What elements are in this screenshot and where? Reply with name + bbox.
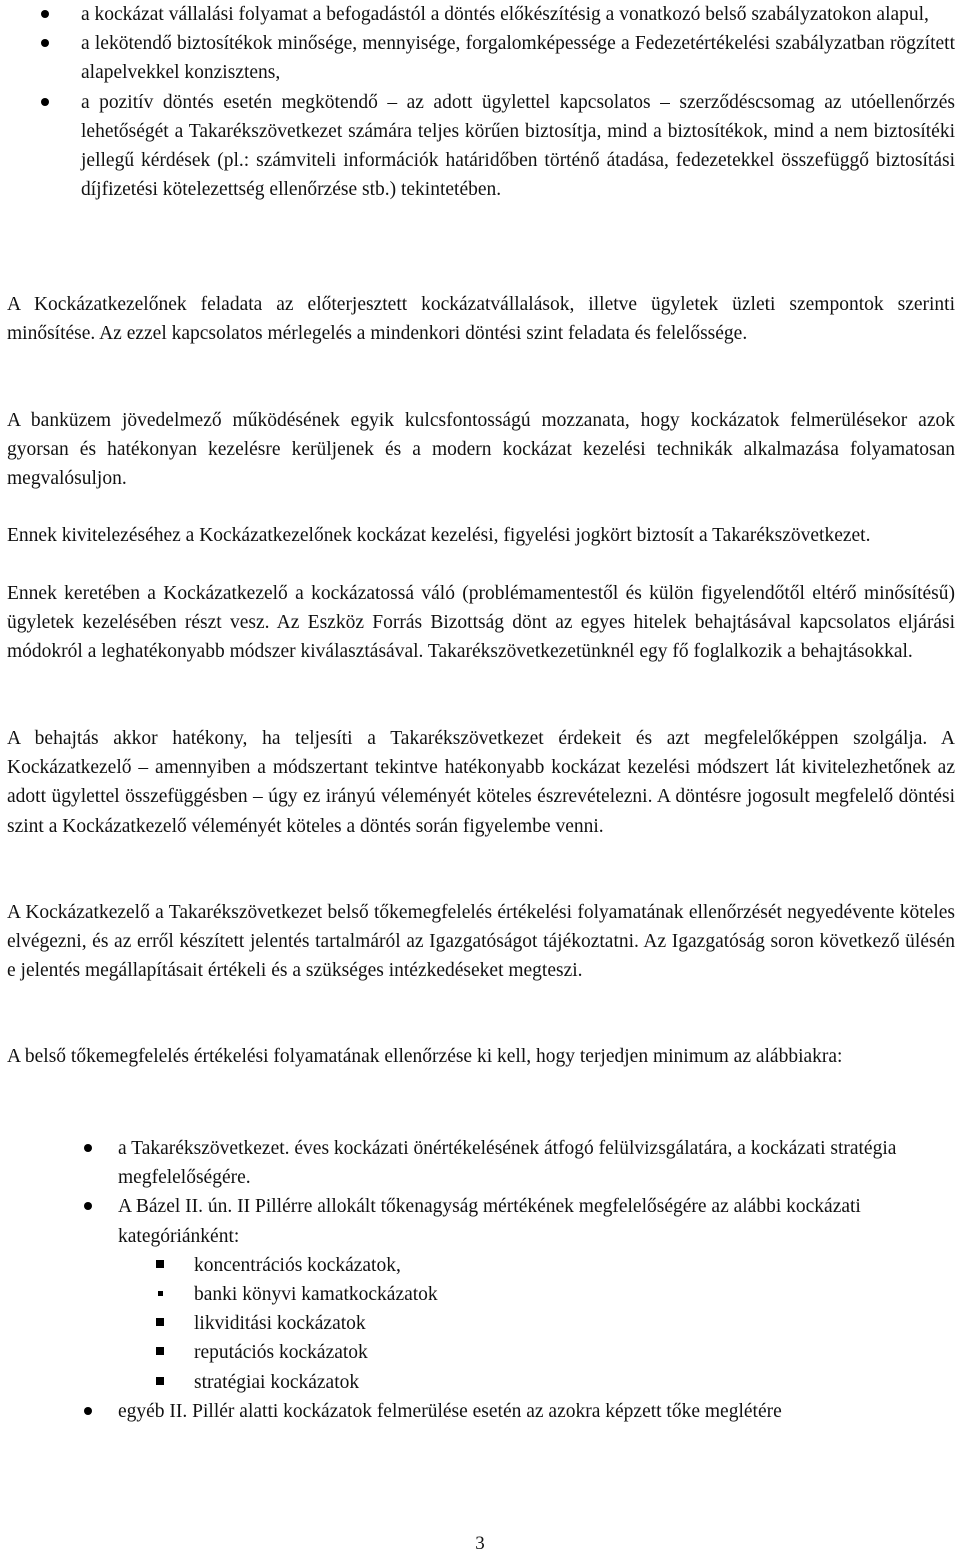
sub-list-item: koncentrációs kockázatok, xyxy=(118,1251,944,1280)
list-item: a lekötendő biztosítékok minősége, mennyisége, forgalomképessége a Fedezetértékelési szabályzatban rögzített alapelvekkel konzisztens, xyxy=(7,29,955,87)
paragraph: A Kockázatkezelőnek feladata az előterjesztett kockázatvállalások, illetve ügyletek üzleti szempontok szerinti minősítése. Az ezzel kapcsolatos mérlegelés a mindenkori döntési szint feladata és felelőssége. xyxy=(7,294,955,345)
top-bullet-list xyxy=(7,0,955,204)
list-item: a Takarékszövetkezet. éves kockázati önértékelésének átfogó felülvizsgálatára, a kockázati stratégia megfelelőségére. xyxy=(84,1134,944,1192)
paragraph: A banküzem jövedelmező működésének egyik kulcsfontosságú mozzanata, hogy kockázatok felmerülésekor azok gyorsan és hatékonyan kezelésre kerüljenek és a modern kockázat kezelési technikák alkalmazása folyamatosan megvalósuljon. xyxy=(7,410,955,490)
paragraph: Ennek keretében a Kockázatkezelő a kockázatossá váló (problémamentestől és külön figyelendőtől eltérő minősítésű) ügyletek kezelésében részt vesz. Az Eszköz Forrás Bizottság dönt az egyes hitelek behajtásával kapcsolatos eljárási módokról a leghatékonyabb módszer kiválasztásával. Takarékszövetkezetünknél egy fő foglalkozik a behajtásokkal. xyxy=(7,583,955,663)
sub-list-item: reputációs kockázatok xyxy=(118,1338,944,1367)
sub-list-item: banki könyvi kamatkockázatok xyxy=(118,1280,944,1309)
page-number: 3 xyxy=(475,1533,485,1554)
list-item: a kockázat vállalási folyamat a befogadástól a döntés előkészítésig a vonatkozó belső szabályzatokon alapul, xyxy=(7,0,955,29)
paragraph: Ennek kivitelezéséhez a Kockázatkezelőnek kockázat kezelési, figyelési jogkört biztosít a Takarékszövetkezet. xyxy=(7,525,871,546)
sub-list-item: stratégiai kockázatok xyxy=(118,1368,944,1397)
paragraph: A behajtás akkor hatékony, ha teljesíti a Takarékszövetkezet érdekeit és azt megfelelőképpen szolgálja. A Kockázatkezelő – amennyiben a módszertant tekintve hatékonyabb kockázat kezelési módszert lát kivitelezhetőnek az adott ügylettel összefüggésben – úgy ez irányú véleményét köteles észrevételezni. A döntésre jogosult megfelelő döntési szint a Kockázatkezelő véleményét köteles a döntés során figyelembe venni. xyxy=(7,728,955,837)
risk-category-list xyxy=(118,1251,944,1397)
list-item: a pozitív döntés esetén megkötendő – az adott ügylettel kapcsolatos – szerződéscsomag az utóellenőrzés lehetőségét a Takarékszövetkezet számára teljes körűen biztosítja, mind a biztosítékok, mind a nem biztosítéki jellegű kérdések (pl.: számviteli információk határidőben történő átadása, fedezetekkel összefüggő biztosítási díjfizetési kötelezettség ellenőrzése stb.) tekintetében. xyxy=(7,88,955,205)
evaluation-bullet-list xyxy=(84,1134,944,1426)
paragraph: A belső tőkemegfelelés értékelési folyamatának ellenőrzése ki kell, hogy terjedjen minimum az alábbiakra: xyxy=(7,1046,843,1067)
list-item xyxy=(84,1192,944,1396)
paragraph: A Kockázatkezelő a Takarékszövetkezet belső tőkemegfelelés értékelési folyamatának ellenőrzését negyedévente köteles elvégezni, és az erről készített jelentés tartalmáról az Igazgatóságot tájékoztatni. Az Igazgatóság soron következő ülésén e jelentés megállapításait értékeli és a szükséges intézkedéseket megteszi. xyxy=(7,902,955,982)
list-item: egyéb II. Pillér alatti kockázatok felmerülése esetén az azokra képzett tőke meglétére xyxy=(84,1397,944,1426)
list-item-text: A Bázel II. ún. II Pillérre allokált tőkenagyság mértékének megfelelőségére az alábbi kockázati kategóriánként: xyxy=(118,1196,861,1247)
sub-list-item: likviditási kockázatok xyxy=(118,1309,944,1338)
